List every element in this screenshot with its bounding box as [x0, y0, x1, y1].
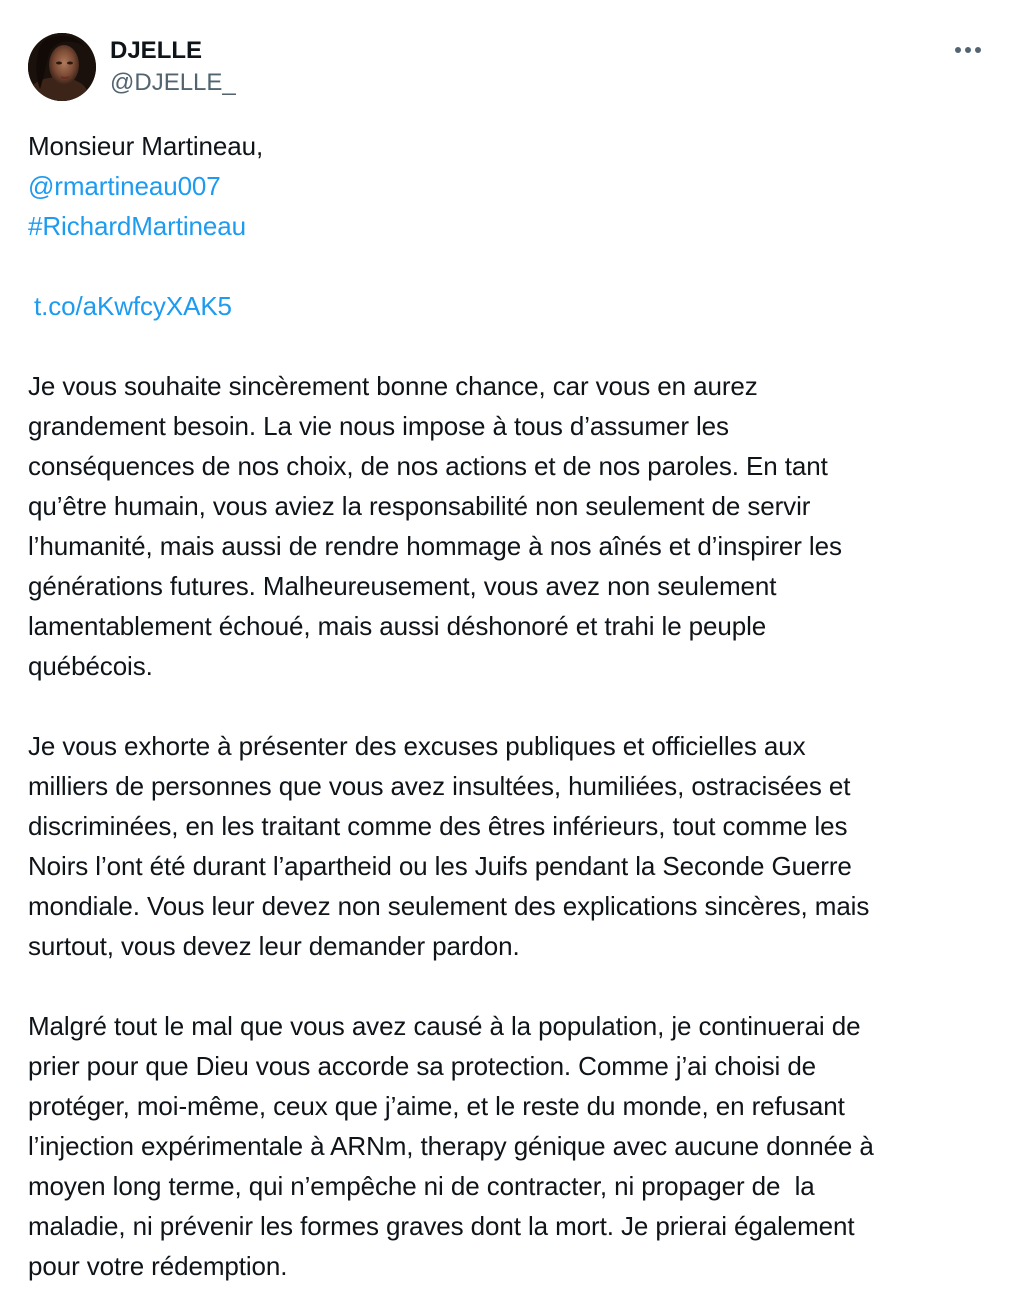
- text-line: protéger, moi-même, ceux que j’aime, et le reste du monde, en refusant: [28, 1091, 845, 1121]
- text-line: prier pour que Dieu vous accorde sa protection. Comme j’ai choisi de: [28, 1051, 817, 1081]
- user-handle[interactable]: @DJELLE_: [110, 69, 236, 96]
- paragraph-2: [28, 726, 988, 966]
- text-line: Je vous souhaite sincèrement bonne chance, car vous en aurez: [28, 371, 758, 401]
- text-line: qu’être humain, vous aviez la responsabilité non seulement de servir: [28, 491, 811, 521]
- text-line: grandement besoin. La vie nous impose à tous d’assumer les: [28, 411, 729, 441]
- text-line: québécois.: [28, 651, 153, 681]
- paragraph-1: [28, 366, 988, 686]
- text-line: moyen long terme, qui n’empêche ni de contracter, ni propager de la: [28, 1171, 815, 1201]
- text-line: surtout, vous devez leur demander pardon.: [28, 931, 520, 961]
- spacer: [28, 686, 988, 726]
- tweet-header: [28, 33, 988, 103]
- text-line: mondiale. Vous leur devez non seulement des explications sincères, mais: [28, 891, 870, 921]
- mention-link[interactable]: @rmartineau007: [28, 171, 221, 201]
- tweet-text: [28, 126, 988, 1286]
- text-line: lamentablement échoué, mais aussi déshonoré et trahi le peuple: [28, 611, 767, 641]
- paragraph-3: [28, 1006, 988, 1286]
- url-link[interactable]: t.co/aKwfcyXAK5: [34, 291, 232, 321]
- text-line: générations futures. Malheureusement, vous avez non seulement: [28, 571, 777, 601]
- more-button[interactable]: [948, 35, 988, 65]
- text-line: l’humanité, mais aussi de rendre hommage à nos aînés et d’inspirer les: [28, 531, 842, 561]
- text-line: l’injection expérimentale à ARNm, therapy génique avec aucune donnée à: [28, 1131, 874, 1161]
- text-line: Noirs l’ont été durant l’apartheid ou les Juifs pendant la Seconde Guerre: [28, 851, 852, 881]
- spacer: [28, 966, 988, 1006]
- text-line: conséquences de nos choix, de nos actions et de nos paroles. En tant: [28, 451, 828, 481]
- spacer: [28, 326, 988, 366]
- more-horizontal-icon: [954, 46, 982, 54]
- greeting-line: Monsieur Martineau,: [28, 131, 264, 161]
- text-line: maladie, ni prévenir les formes graves dont la mort. Je prierai également: [28, 1211, 855, 1241]
- text-line: milliers de personnes que vous avez insultées, humiliées, ostracisées et: [28, 771, 851, 801]
- hashtag-link[interactable]: #RichardMartineau: [28, 211, 246, 241]
- spacer: [28, 246, 988, 286]
- text-line: Je vous exhorte à présenter des excuses publiques et officielles aux: [28, 731, 806, 761]
- profile-photo: [28, 33, 96, 101]
- avatar[interactable]: [28, 33, 96, 101]
- text-line: pour votre rédemption.: [28, 1251, 288, 1281]
- text-line: Malgré tout le mal que vous avez causé à la population, je continuerai de: [28, 1011, 861, 1041]
- display-name[interactable]: DJELLE: [110, 37, 203, 64]
- text-line: discriminées, en les traitant comme des êtres inférieurs, tout comme les: [28, 811, 848, 841]
- author-names: [110, 35, 236, 99]
